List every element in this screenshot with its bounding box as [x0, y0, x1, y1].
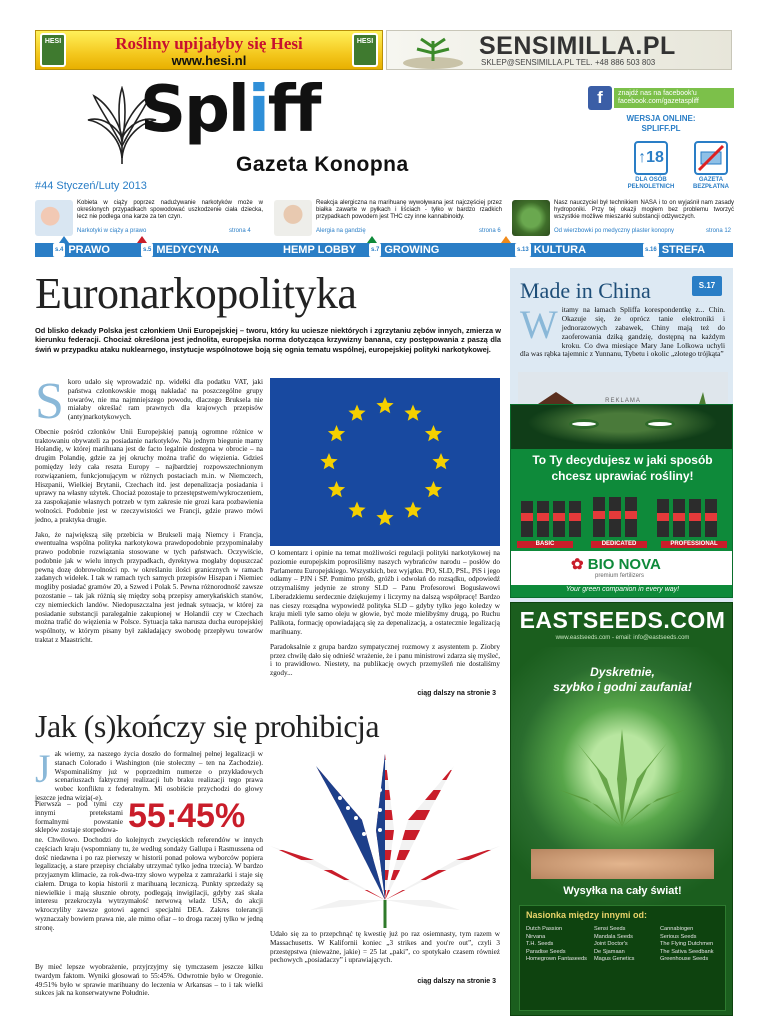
free-badge — [694, 141, 728, 175]
hesi-logo-right: HESI — [352, 33, 378, 67]
bionova-line1: To Ty decydujesz w jaki sposób — [532, 453, 713, 467]
article-1-p2: Obecnie pośród członków Unii Europejskiej panują ogromne różnice w traktowaniu obywateli za posiadanie narkotyków. Na jednym biegunie mamy Holandię, w której marihuana jest de facto legalnie dostępna w obrocie – na drugim Polandię, gdzie za jej okruchy można trafić do więzienia. Gdzieś pomiędzy leży cała reszta Europy – najbardziej rozpowszechnionym rozwiązaniem, funkcjonującym w różnych postaciach m.in. w Niemczech, Hiszpanii, Wielkiej Brytanii, Czechach itd. jest depenalizacja posiadania i uprawy na własny użytek. Chociaż pozostaje to przestępstwem/wykroczeniem, za zaspokajanie własnych potrzeb w tym zakresie nie grozi kara pozbawienia wolności. Podobnie jest w rzeczywistości we Francji, gdzie prawo mówi jedno, a praktyka drugie. — [35, 427, 263, 524]
article-2-p4: Udało się za to przepchnąć tę kwestię już po raz osiemnasty, tym razem w Massachusetts. W Kalifornii koniec „3 strikes and you're out”, czyli 3 przestępstwa (nieważne, jakie) = 25 lat „paki”, co spotykało czasem również pechowych „posiadaczy” i uprawiających. — [270, 930, 500, 965]
seedbank-item: T.H. Seeds — [526, 941, 554, 948]
seedbank-item: Magus Genetics — [594, 956, 635, 963]
teaser-3-link[interactable]: Od wierzbowki po medyczny plaster konopny — [554, 228, 675, 234]
section-navigation — [35, 243, 733, 257]
eastseeds-shipping: Wysyłka na cały świat! — [563, 885, 682, 897]
online-url: SPLIFF.PL — [641, 123, 681, 133]
free-badge-label: GAZETA BEZPŁATNA — [693, 177, 729, 191]
eastseeds-contact[interactable]: www.eastseeds.com - email: info@eastseeds.com — [555, 635, 690, 641]
teaser-2-image — [274, 200, 312, 236]
bionova-brand: ✿ BIO NOVA — [571, 556, 661, 573]
article-1-continued[interactable]: ciąg dalszy na stronie 3 — [417, 690, 496, 697]
online-label: WERSJA ONLINE: — [626, 114, 696, 123]
bionova-dedicated: DEDICATED — [591, 541, 647, 548]
facebook-line1: znajdź nas na facebook'u — [618, 90, 697, 97]
seedbank-list-2 — [594, 926, 656, 964]
article-2-continued[interactable]: ciąg dalszy na stronie 3 — [417, 978, 496, 985]
ad-label: REKLAMA — [605, 398, 641, 404]
seedbank-item: Homegrown Fantaseeds — [526, 956, 587, 963]
eu-flag-illustration — [270, 378, 500, 546]
section-medycyna[interactable]: s.5 MEDYCYNA — [143, 244, 220, 256]
seedbank-item: Nirvana — [526, 933, 546, 940]
article-2-headline[interactable]: Jak (s)kończy się prohibicja — [35, 708, 380, 744]
section-growing[interactable]: s.7 GROWING — [371, 244, 440, 256]
cannabis-leaf-icon — [557, 729, 687, 829]
facebook-url: facebook.com/gazetaspliff — [618, 98, 699, 106]
teaser-1-text: Kobieta w ciąży poprzez nadużywanie narkotyków może w określonych przypadkach spowodować uszkodzenie ciała dziecka, lecz nie podlega ona karze za ten czyn. — [77, 200, 263, 221]
article-1-p4: O komentarz i opinie na temat możliwości regulacji polityki narkotykowej na poziomie europejskim poprosiliśmy naszych wybrańców narodu – posłów do Parlamentu Europejskiego. Wszystkich, bez wyjątku. PO, SLD, PSL, PiS i jego odłamy – PJN i SP. Pomimo próśb, gróźb i odwołań do rozsądku, odpowiedź otrzymaliśmy jedynie ze strony SLD – Panu Profesorowi Bogusławowi Liberadzkiemu serdecznie dziękujemy i liczymy na dalszą współpracę! Bardzo nas cieszy rozsądna wypowiedź polityka SLD – gdyby tylko jego koledzy w kraju mieli tyle samo oleju w głowie, być może mielibyśmy drugą, po Ruchu Palikota, formację opowiadającą się za depenalizacją, a ostatecznie legalizacją marihuany. — [270, 549, 500, 637]
article-1-col-1 — [35, 373, 263, 651]
age-badge-label: DLA OSÓB PEŁNOLETNICH — [627, 177, 675, 191]
article-2-p3: By mieć lepsze wyobrażenie, przyjrzyjmy się tymczasem jeszcze kilku twardym faktom. Wyniki głosowań to 55:45%. Odwrotnie było w Oregonie. 49:51% było w sprawie marihuany do leczenia w Arkansas – to i tak wielki sukces jak na konserwatywne Południe. — [35, 963, 263, 998]
article-1-dropcap: S — [35, 373, 64, 430]
hesi-slogan: Rośliny upijałyby się Hesi — [115, 34, 303, 53]
age-badge-value: ↑18 — [638, 149, 664, 166]
spliff-logo[interactable]: Spliff — [140, 73, 320, 147]
sensimilla-brand: SENSIMILLA.PL — [479, 32, 676, 60]
teaser-3[interactable] — [512, 200, 734, 240]
bionova-line2: chcesz uprawiać rośliny! — [551, 469, 694, 483]
article-2-dropcap: J — [35, 746, 51, 791]
eastseeds-slogan2: szybko i godni zaufania! — [553, 680, 692, 694]
seedbank-item: Joint Doctor's — [594, 941, 628, 948]
seedbank-item: Cannabiogen — [660, 926, 694, 932]
teaser-2-page[interactable]: strona 6 — [479, 228, 501, 234]
bionova-footer: Your green companion in every way! — [565, 586, 680, 593]
plant-icon — [393, 33, 473, 69]
issue-number: #44 Styczeń/Luty 2013 — [35, 180, 147, 192]
online-version[interactable] — [588, 114, 734, 134]
article-1-lead: Od blisko dekady Polska jest członkiem Unii Europejskiej – tworu, który ku uciesze niektórych i zgrzytaniu zębów innych, zmierza w kierunku federacji. Chociaż określona jest jednolita, europejska norma dotycząca krzywizny banana, czy postępowania z paszą dla świń w przypadku ataku nuklearnego, instytucje wspólnotowe boją się ognia tematu wspólnej, europejskiej polityki narkotykowej. — [35, 326, 501, 354]
facebook-icon: f — [588, 86, 612, 110]
hands-image — [531, 849, 714, 879]
section-kultura[interactable]: s.13 KULTURA — [517, 244, 587, 256]
section-strefa[interactable]: s.16 STREFA — [645, 244, 706, 256]
hesi-logo-left: HESI — [40, 33, 66, 67]
eastseeds-seeds-title: Nasionka między innymi od: — [526, 910, 648, 920]
section-hemp-lobby[interactable]: HEMP LOBBY — [283, 244, 357, 256]
made-in-china-title[interactable]: Made in China — [520, 278, 651, 303]
teaser-2[interactable] — [274, 200, 502, 240]
made-in-china-text: Witamy na łamach Spliffa korespondentkę z... Chin. Okazuje się, że oprócz tanie elektroniki i jednorazowych zabawek, Chiny mają też do zaoferowania dziką gandzię, dostępną na każdym kroku. Co dwa miesiące Mary Jane Lolkowa uchyli dla was rąbka tajemnic z Yunnanu, Tybetu i okolic „złotego trójkąta” — [520, 302, 725, 359]
fertilizer-bottles-icon — [517, 489, 727, 539]
article-2-p2b: ne. Chwilowo. Dochodzi do kolejnych zwycięskich referendów w innych częściach kraju (wspomniany tu, że według sondaży Gallupa i Rasmussena od dość niedawna i po raz pierwszy w historii ponad połowa wyborców popiera legalizację, a stare przepisy chciałaby utrzymać tylko jedna trzecia). W bardzo przyjaznym klimacie, za rok-dwa-trzy słowo wypełza z zamrażarki i staje się ciałem. Druga to kopia historii z marihuaną leczniczą. Punkty sprzedaży są niewielkie i mają słusznie obroty, podlegają inwigilacji, gdyby zaś skala interesu przekroczyła wytrzymałość nerwową władz USA, do akcji wkroczyliby zawsze gotowi agenci specjalni DEA. Zakres tolerancji wyznaczały bowiem prawa nie, ale mimo ofiar – to droga raczej tylko w jedną stronę. — [35, 836, 263, 932]
teaser-1[interactable] — [35, 200, 263, 240]
age-restriction-badge — [634, 141, 668, 175]
hesi-banner-ad[interactable] — [35, 30, 383, 70]
teaser-1-link[interactable]: Narkotyki w ciąży a prawo — [77, 228, 147, 234]
poll-ratio: 55:45% — [128, 797, 246, 835]
teaser-3-page[interactable]: strona 12 — [706, 228, 732, 234]
bionova-professional: PROFESSIONAL — [661, 541, 727, 548]
article-1-col-2 — [270, 549, 500, 684]
eastseeds-slogan1: Dyskretnie, — [590, 665, 655, 679]
facebook-link[interactable] — [588, 86, 734, 112]
teaser-1-image — [35, 200, 73, 236]
eyes-image — [511, 405, 733, 449]
article-1-p5: Paradoksalnie z grupa bardzo sympatycznej rozmowy z asystentem p. Ziobry przez chwilę dało się odnieść wrażenie, że i panu ministrowi zdarza się myśleć, i to prawidłowo. Niestety, na publikację owych przemyśleń nie dostaliśmy zgody... — [270, 642, 500, 678]
seedbank-item: Paradise Seeds — [526, 948, 566, 955]
sensimilla-banner-ad[interactable] — [386, 30, 732, 70]
eastseeds-brand: EASTSEEDS.COM — [519, 607, 726, 633]
article-1-p1: koro udało się wprowadzić np. widełki dla podatku VAT, jaki państwa członkowskie mogą nakładać na poszczególne grupy towarów, nie ma najmniejszego powodu, dlaczego Bruksela nie miałaby określać ram prawnych dla krajowych przepisów (anty)narkotykowych. — [67, 378, 263, 422]
teaser-3-text: Nasz nauczyciel był technikiem NASA i to on wyjaśnił nam zasady hydroponiki. Przy tej okazji mogłem bez problemu tworzyć wszystkie możliwe mieszanki substancji odżywczych. — [554, 200, 734, 221]
article-2-p2a: Pierwsza – pod tymi czy innymi pretekstami formalnymi powstanie sklepów zostaje storpedowa- — [35, 800, 123, 835]
seedbank-item: De Sjamaan — [594, 948, 625, 955]
teaser-3-image — [512, 200, 550, 236]
seedbank-item: Dutch Passion — [526, 926, 563, 932]
seedbank-item: The Flying Dutchmen — [660, 941, 714, 948]
article-1-p3: Jako, że największą siłę przebicia w Brukseli mają Niemcy i Francja, ewentualna wspólna polityka narkotykowa prawdopodobnie przypominałaby prawo podobnie rozwiązania stosowane w tych państwach. Oczywiście, podobnie jak w wielu innych przypadkach, dyrektywa mogłaby dopuszczać pewną dozę dobrowolności np. w określaniu ilości granicznych w ramach zadanych widełek. I tak w ramach tych samych przepisów Hiszpan i Niemiec mogliby posiadać gramów 20, a Szwed i Polak 5. Pewna różnorodność zawsze pozostanie – tak jak różnią się między sobą przepisy amerykańskich stanów, czy niemieckich landów. Niedopuszczalna jest jednak sytuacja, w której za posiadanie substancji paralegalnie zakupionej w Holandii czy w Czechach można trafić do więzienia w Polsce. Sytuacja taka narusza ducha europejskiej wspólnoty, w którym pisany był zakładający swobodę przepływu towarów traktat z Maastricht. — [35, 530, 263, 644]
article-1-headline[interactable]: Euronarkopolityka — [35, 269, 357, 318]
article-2-p1: Jak wiemy, za naszego życia doszło do formalnej pełnej legalizacji w stanach Colorado i Washington (nie stołeczny – ten na Zachodzie). Wspominaliśmy już w poprzednim numerze o przykładowych scenariuszach faktycznej realizacji lub braku realizacji tego prawa wobec konfliktu z federalnym. Mi osobiście przychodzi do głowy jeszcze jedna wizja(-e). — [35, 746, 263, 802]
seedbank-item: Sensi Seeds — [594, 926, 626, 932]
seedbank-list-1 — [526, 926, 588, 964]
bionova-ad[interactable] — [510, 404, 733, 598]
hesi-url[interactable]: www.hesi.nl — [171, 53, 247, 68]
teaser-2-link[interactable]: Alergia na gandzię — [316, 228, 366, 234]
us-flag-cannabis-leaf-illustration — [270, 750, 500, 928]
eastseeds-ad[interactable] — [510, 602, 733, 1016]
sensimilla-contact: SKLEP@SENSIMILLA.PL TEL. +48 886 503 803 — [481, 58, 656, 67]
section-prawo[interactable]: s.4 PRAWO — [55, 244, 110, 256]
no-money-icon — [696, 143, 726, 173]
seedbank-item: Serious Seeds — [660, 933, 697, 940]
bionova-basic: BASIC — [517, 541, 573, 548]
seedbank-item: Greenhouse Seeds — [660, 956, 709, 963]
made-in-china-page[interactable]: S.17 — [692, 276, 722, 296]
seedbank-list-3 — [660, 926, 724, 964]
teaser-1-page[interactable]: strona 4 — [229, 228, 251, 234]
masthead-subtitle: Gazeta Konopna — [236, 153, 409, 176]
seedbank-item: The Sativa Seedbank — [660, 948, 714, 955]
seedbank-item: Mandala Seeds — [594, 933, 633, 940]
teaser-2-text: Reakcja alergiczna na marihuanę wywoływana jest najczęściej przez białka zawarte w pyłkach i liściach - tylko w bardzo rzadkich przypadkach powodem jest THC czy inne kannabinoidy. — [316, 200, 502, 221]
bionova-brand-sub: premium fertilizers — [595, 573, 645, 579]
